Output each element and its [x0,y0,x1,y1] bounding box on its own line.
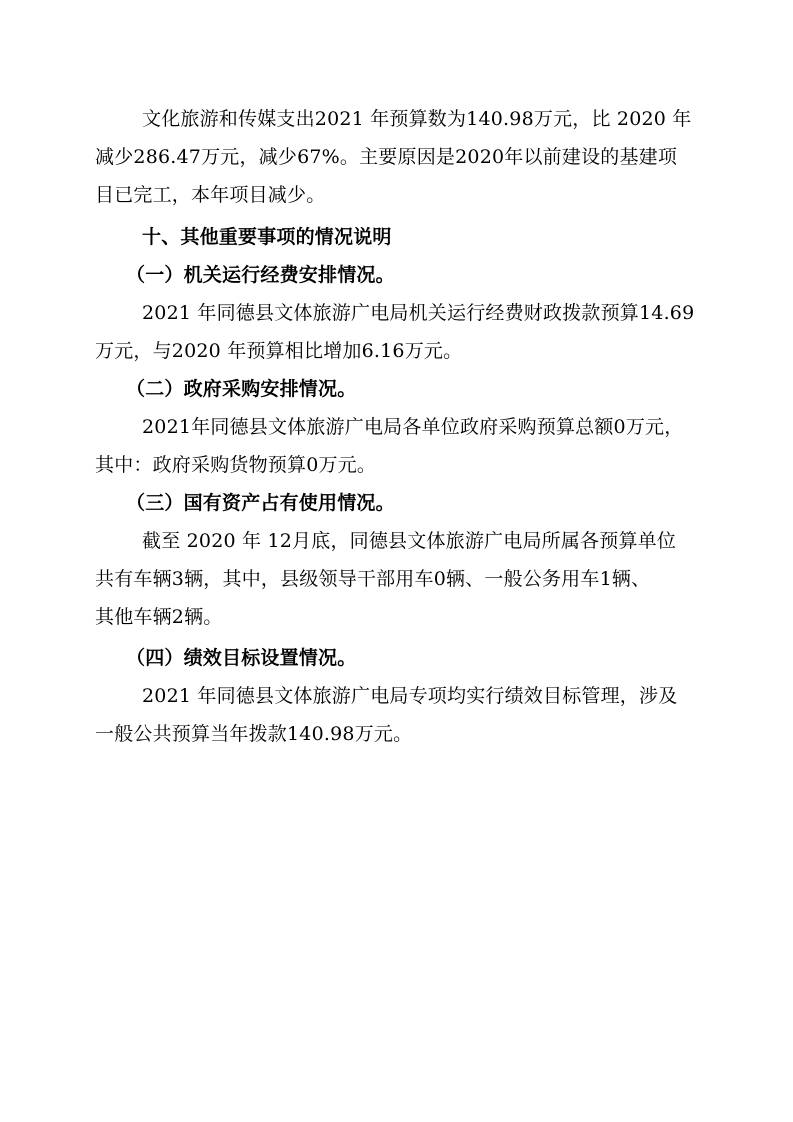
paragraph-line: 共有车辆3辆，其中，县级领导干部用车0辆、一般公务用车1辆、 [95,568,651,590]
subsection-heading: （四）绩效目标设置情况。 [126,647,357,669]
paragraph-line: 万元，与2020 年预算相比增加6.16万元。 [95,340,463,362]
paragraph-line: 一般公共预算当年拨款140.98万元。 [95,723,413,745]
subsection-heading: （二）政府采购安排情况。 [126,378,357,400]
paragraph-line: 截至 2020 年 12月底，同德县文体旅游广电局所属各预算单位 [142,530,677,552]
subsection-heading: （三）国有资产占有使用情况。 [126,492,395,514]
paragraph-line: 2021 年同德县文体旅游广电局专项均实行绩效目标管理，涉及 [142,685,678,707]
paragraph-line: 2021年同德县文体旅游广电局各单位政府采购预算总额0万元， [142,416,684,438]
paragraph-line: 文化旅游和传媒支出2021 年预算数为140.98万元，比 2020 年 [142,108,692,130]
paragraph-line: 2021 年同德县文体旅游广电局机关运行经费财政拨款预算14.69 [142,302,695,324]
paragraph-line: 减少286.47万元，减少67%。主要原因是2020年以前建设的基建项 [95,146,678,168]
paragraph-line: 目已完工，本年项目减少。 [95,184,326,206]
paragraph-line: 其中：政府采购货物预算0万元。 [95,454,377,476]
subsection-heading: （一）机关运行经费安排情况。 [126,264,395,286]
paragraph-line: 其他车辆2辆。 [95,606,223,628]
section-heading: 十、其他重要事项的情况说明 [142,226,392,248]
